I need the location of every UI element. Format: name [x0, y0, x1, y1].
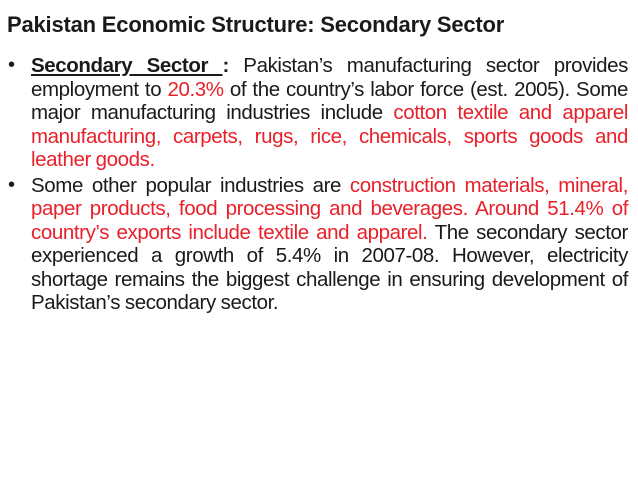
- slide-title: Pakistan Economic Structure: Secondary Sector: [7, 12, 505, 37]
- bullet-2-text-1: Some other popular industries are: [31, 173, 350, 197]
- bullet-list: [0, 54, 638, 315]
- bullet-item-secondary-sector: [0, 54, 628, 172]
- bullet-2-text-2: The secondary sector experienced a growth of 5.4% in 2007-08. However, electricity shortage remains the biggest challenge in ensuring development of Pakistan’s secondary sector.: [31, 220, 628, 314]
- bullet-1-text-2: of the country’s labor force (est. 2005). Some major manufacturing industries include: [31, 77, 628, 124]
- bullet-2-highlight-industries: construction materials, mineral, paper products, food processing and beverages. Around 51.4% of country’s exports include textile and apparel.: [31, 173, 628, 244]
- term-secondary-sector: Secondary Sector: [31, 54, 223, 77]
- bullet-marker-icon: •: [8, 54, 15, 76]
- bullet-marker-icon: •: [8, 173, 15, 196]
- bullet-1-text-1: Pakistan’s manufacturing sector provides employment to: [31, 54, 628, 101]
- bullet-1-highlight-industries: cotton textile and apparel manufacturing, carpets, rugs, rice, chemicals, sports goods and leather goods.: [31, 101, 628, 171]
- bullet-item-other-industries: [0, 174, 628, 315]
- term-colon: :: [222, 54, 229, 77]
- bullet-1-highlight-employment: 20.3%: [167, 77, 224, 101]
